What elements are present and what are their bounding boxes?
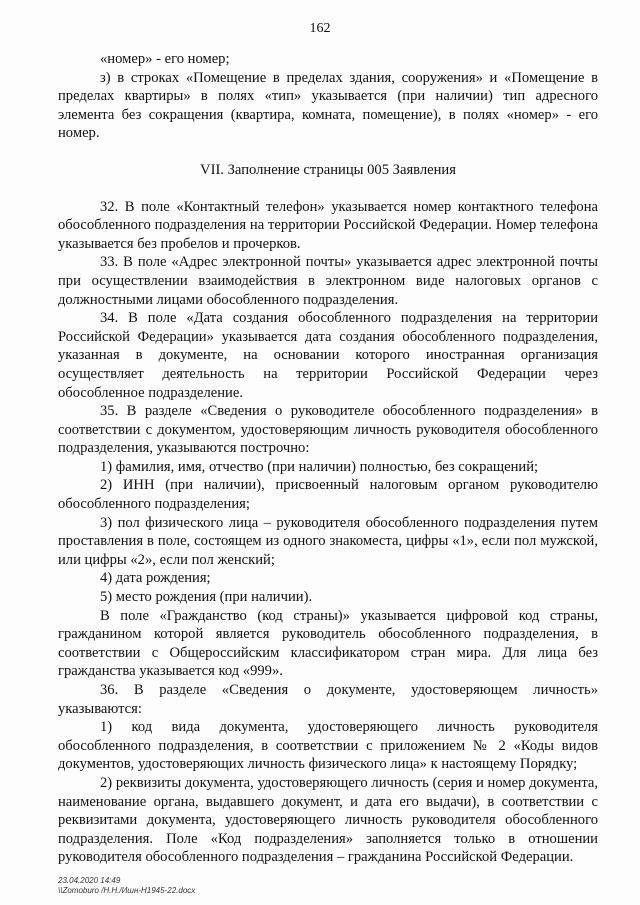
document-body <box>58 50 598 867</box>
footer-date: 23.04.2020 14:49 <box>58 876 121 885</box>
footer-file-path: \\Zomoburo /Н.Н./Ишн-Н1945-22.docx <box>58 886 196 895</box>
paragraph-intro-z: з) в строках «Помещение в пределах здания, сооружения» и «Помещение в пределах квартиры» в полях «тип» указывается (при наличии) тип адресного элемента без сокращения (квартира, комната, помещение), в полях «номер» - его номер. <box>58 69 598 142</box>
paragraph-35-item-2: 2) ИНН (при наличии), присвоенный налоговым органом руководителю обособленного подразделения; <box>58 477 598 513</box>
paragraph-35-citizenship: В поле «Гражданство (код страны)» указывается цифровой код страны, гражданином которой является руководитель обособленного подразделения, в соответствии с Общероссийским классификатором стран мира. Для лица без гражданства указывается код «999». <box>58 607 598 680</box>
paragraph-34: 34. В поле «Дата создания обособленного подразделения на территории Российской Федерации» указывается дата создания обособленного подразделения, указанная в документе, на основании которого иностранная организация осуществляет деятельность на территории Российской Федерации через обособленное подразделение. <box>58 310 598 401</box>
footer <box>58 876 195 896</box>
paragraph-32: 32. В поле «Контактный телефон» указывается номер контактного телефона обособленного подразделения на территории Российской Федерации. Номер телефона указывается без пробелов и прочерков. <box>58 198 598 252</box>
paragraph-36-item-2: 2) реквизиты документа, удостоверяющего личность (серия и номер документа, наименование органа, выдавшего документ, и дата его выдачи), в соответствии с реквизитами документа, удостоверяющего личность руководителя обособленного подразделения. Поле «Код подразделения» заполняется только в отношении руководителя обособленного подразделения – гражданина Российской Федерации. <box>58 774 598 866</box>
paragraph-35-item-4: 4) дата рождения; <box>100 570 211 587</box>
paragraph-35: 35. В разделе «Сведения о руководителе обособленного подразделения» в соответствии с документом, удостоверяющим личность руководителя обособленного подразделения, указываются построчно: <box>58 403 598 457</box>
paragraph-36-item-1: 1) код вида документа, удостоверяющего личность руководителя обособленного подразделения, в соответствии с приложением № 2 «Коды видов документов, удостоверяющих личность физического лица» к настоящему Порядку; <box>58 719 598 773</box>
paragraph-intro-number: «номер» - его номер; <box>100 51 230 67</box>
paragraph-33: 33. В поле «Адрес электронной почты» указывается адрес электронной почты при осуществлении взаимодействия в электронном виде налоговых органов с должностными лицами обособленного подразделения. <box>58 254 598 308</box>
paragraph-35-item-1: 1) фамилия, имя, отчество (при наличии) полностью, без сокращений; <box>100 458 539 475</box>
section-heading: VII. Заполнение страницы 005 Заявления <box>200 161 456 178</box>
paragraph-35-item-5: 5) место рождения (при наличии). <box>100 589 313 606</box>
paragraph-36: 36. В разделе «Сведения о документе, удостоверяющем личность» указываются: <box>58 682 598 717</box>
paragraph-35-item-3: 3) пол физического лица – руководителя обособленного подразделения путем проставления в поле, состоящем из одного знакоместа, цифры «1», если пол мужской, или цифры «2», если пол женский; <box>58 514 598 568</box>
page-number: 162 <box>309 21 331 36</box>
